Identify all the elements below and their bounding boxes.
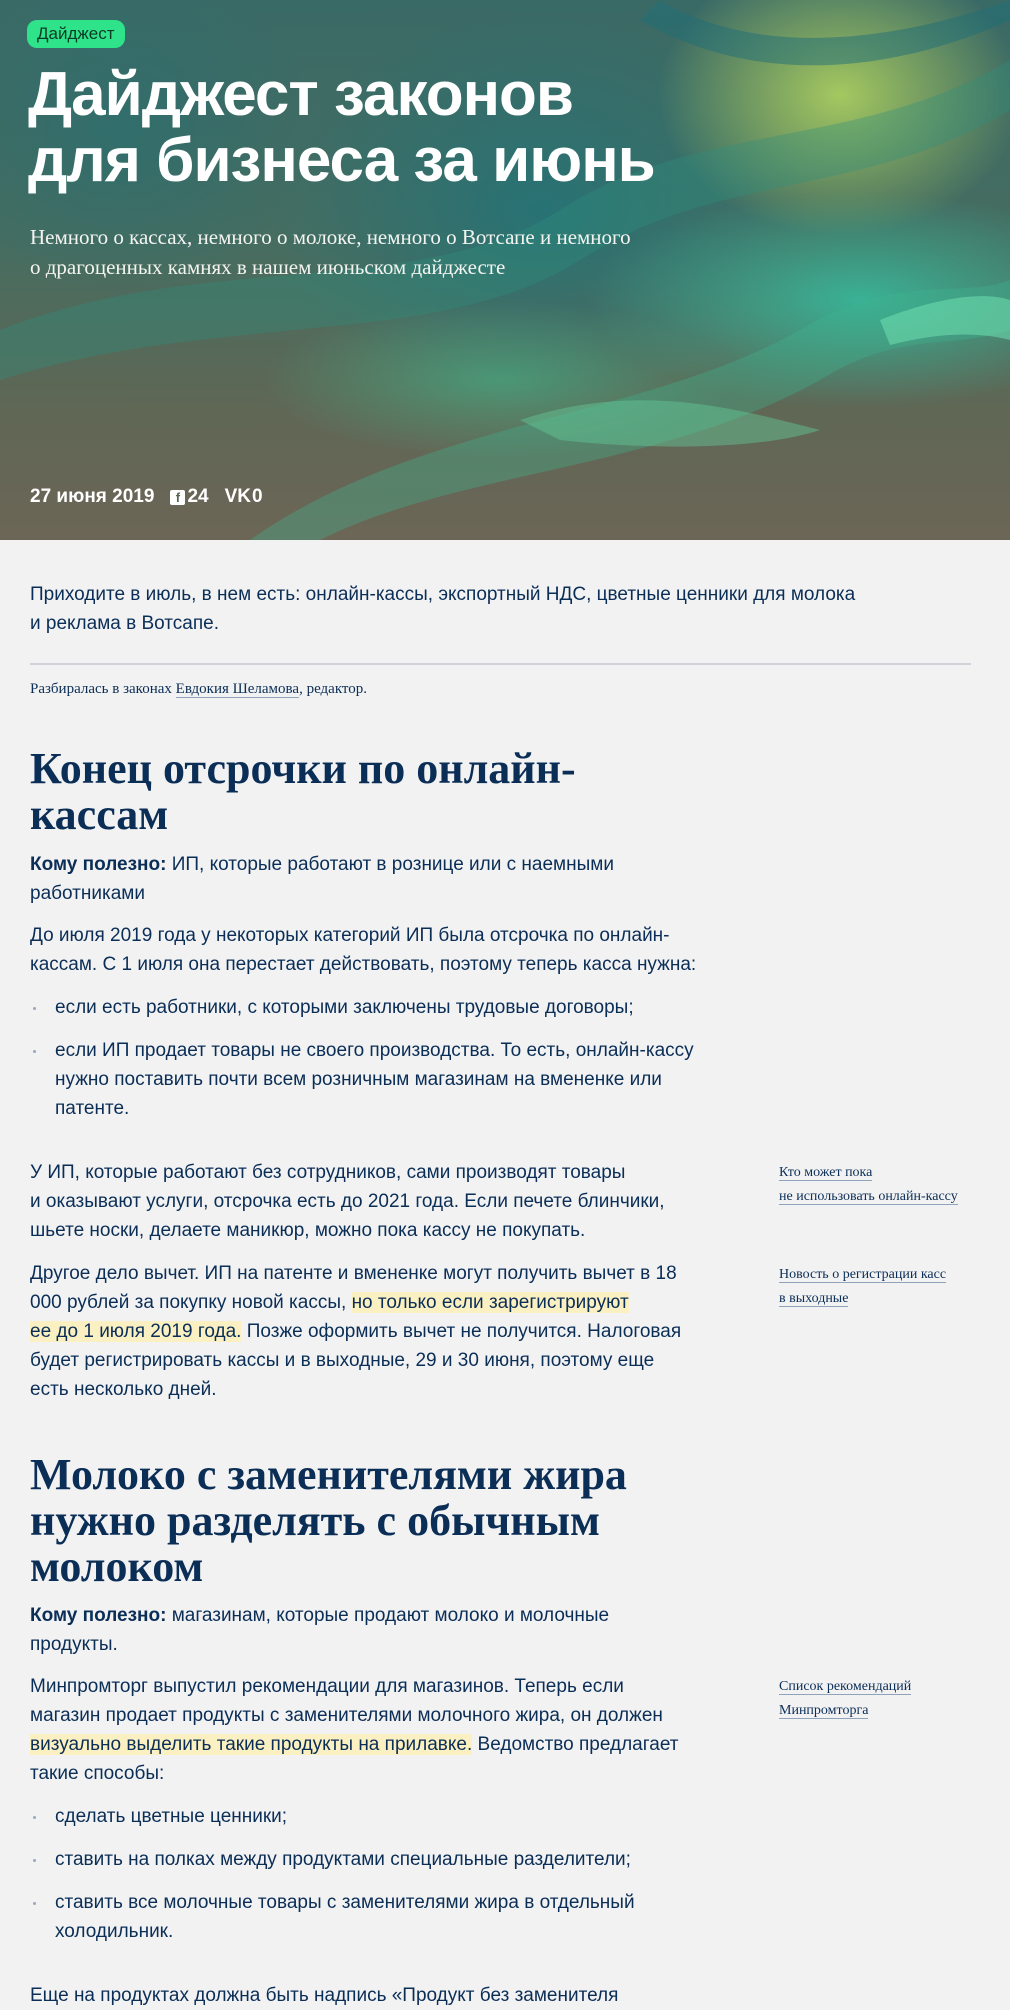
s1p1-line-2: кассам. С 1 июля она перестает действовать, поэтому теперь касса нужна: bbox=[30, 954, 697, 975]
s2-bullet-1: сделать цветные ценники; bbox=[55, 1806, 288, 1827]
s1-bullet-1: если есть работники, с которыми заключены трудовые договоры; bbox=[55, 997, 634, 1018]
s1p2-line-2: и оказывают услуги, отсрочка есть до 2021 года. Если печете блинчики, bbox=[30, 1191, 665, 1212]
list-item bbox=[30, 1036, 770, 1123]
facebook-share-count: 24 bbox=[187, 486, 209, 507]
s1p3-line-1: Другое дело вычет. ИП на патенте и вмененке могут получить вычет в 18 bbox=[30, 1263, 677, 1284]
page-title bbox=[28, 62, 808, 194]
list-item bbox=[30, 1802, 770, 1831]
credit-prefix: Разбиралась в законах bbox=[30, 681, 176, 697]
section1-paragraph-2 bbox=[30, 1158, 760, 1245]
vk-share-count: 0 bbox=[251, 486, 263, 507]
lead-line-2: о драгоценных камнях в нашем июньском дайджесте bbox=[30, 255, 506, 279]
sidebar-link-weekend-registration[interactable] bbox=[779, 1263, 999, 1311]
section2-paragraph-2 bbox=[30, 1981, 760, 2010]
title-line-1: Дайджест законов bbox=[28, 60, 573, 129]
intro-line-2: и реклама в Вотсапе. bbox=[30, 613, 219, 634]
section2-audience bbox=[30, 1601, 760, 1659]
sidebar-link-who-can-skip-cash[interactable] bbox=[779, 1161, 999, 1209]
section2-who-text-1: магазинам, которые продают молоко и молочные bbox=[166, 1605, 610, 1626]
s1p3-line-4: будет регистрировать кассы и в выходные, 29 и 30 июня, поэтому еще bbox=[30, 1350, 655, 1371]
side-link-line-1: Кто может пока bbox=[779, 1165, 873, 1180]
section-heading-online-cash bbox=[30, 746, 790, 838]
highlight: ее до 1 июля 2019 года. bbox=[30, 1321, 242, 1342]
article-meta bbox=[30, 486, 263, 508]
s2p1-line-3b: Ведомство предлагает bbox=[472, 1734, 679, 1755]
s1p3-line-3b: Позже оформить вычет не получится. Налоговая bbox=[241, 1321, 682, 1342]
category-badge[interactable]: Дайджест bbox=[27, 20, 125, 48]
highlight: визуально выделить такие продукты на прилавке. bbox=[30, 1734, 473, 1755]
side-link-line-2: в выходные bbox=[779, 1291, 849, 1306]
who-label: Кому полезно: bbox=[30, 1605, 167, 1626]
list-item bbox=[30, 1888, 770, 1946]
article-lead bbox=[30, 222, 810, 282]
section1-audience bbox=[30, 850, 760, 908]
section1-heading-line-2: кассам bbox=[30, 790, 169, 839]
sidebar-link-minpromtorg-list[interactable] bbox=[779, 1675, 999, 1723]
facebook-share-button[interactable] bbox=[170, 486, 208, 508]
s2-bullet-3-line-2: холодильник. bbox=[55, 1921, 174, 1942]
intro-line-1: Приходите в июль, в нем есть: онлайн-кассы, экспортный НДС, цветные ценники для молока bbox=[30, 584, 856, 605]
facebook-icon: f bbox=[170, 490, 185, 505]
section2-heading-line-3: молоком bbox=[30, 1542, 204, 1591]
s2-bullet-2: ставить на полках между продуктами специальные разделители; bbox=[55, 1849, 631, 1870]
author-link[interactable]: Евдокия Шеламова bbox=[175, 681, 300, 697]
s1p2-line-3: шьете носки, делаете маникюр, можно пока кассу не покупать. bbox=[30, 1220, 586, 1241]
highlight: но только если зарегистрируют bbox=[351, 1292, 629, 1313]
section2-heading-line-1: Молоко с заменителями жира bbox=[30, 1450, 627, 1499]
section1-bullet-list bbox=[30, 993, 770, 1137]
section2-who-text-2: продукты. bbox=[30, 1634, 118, 1655]
side-link-line-2: не использовать онлайн-кассу bbox=[779, 1189, 958, 1204]
title-line-2: для бизнеса за июнь bbox=[28, 126, 655, 195]
vk-share-button[interactable] bbox=[225, 486, 263, 508]
section1-heading-line-1: Конец отсрочки по онлайн- bbox=[30, 744, 576, 793]
section1-paragraph-3 bbox=[30, 1259, 760, 1404]
s1p1-line-1: До июля 2019 года у некоторых категорий ИП была отсрочка по онлайн- bbox=[30, 925, 670, 946]
s2p1-line-2: магазин продает продукты с заменителями молочного жира, он должен bbox=[30, 1705, 663, 1726]
s1-bullet-2-line-3: патенте. bbox=[55, 1098, 130, 1119]
intro-paragraph bbox=[30, 580, 970, 638]
section2-bullet-list bbox=[30, 1802, 770, 1960]
divider bbox=[30, 663, 971, 665]
lead-line-1: Немного о кассах, немного о молоке, немного о Вотсапе и немного bbox=[30, 225, 631, 249]
list-item bbox=[30, 993, 770, 1022]
s2p1-line-4: такие способы: bbox=[30, 1763, 165, 1784]
section2-paragraph-1 bbox=[30, 1672, 760, 1788]
side-link-line-1: Новость о регистрации касс bbox=[779, 1267, 947, 1282]
section1-who-text-1: ИП, которые работают в рознице или с наемными bbox=[166, 854, 614, 875]
s1-bullet-2-line-1: если ИП продает товары не своего производства. То есть, онлайн-кассу bbox=[55, 1040, 694, 1061]
section1-who-text-2: работниками bbox=[30, 883, 145, 904]
s2p1-line-1: Минпромторг выпустил рекомендации для магазинов. Теперь если bbox=[30, 1676, 624, 1697]
section1-paragraph-1 bbox=[30, 921, 760, 979]
hero-banner bbox=[0, 0, 1010, 540]
publish-date: 27 июня 2019 bbox=[30, 486, 155, 507]
author-credit bbox=[30, 678, 367, 700]
who-label: Кому полезно: bbox=[30, 854, 167, 875]
side-link-line-2: Минпромторга bbox=[779, 1703, 869, 1718]
section-heading-milk bbox=[30, 1452, 790, 1590]
s1p3-line-2a: 000 рублей за покупку новой кассы, bbox=[30, 1292, 352, 1313]
s1p3-line-5: есть несколько дней. bbox=[30, 1379, 217, 1400]
vk-icon: VK bbox=[224, 486, 251, 507]
s2-bullet-3-line-1: ставить все молочные товары с заменителями жира в отдельный bbox=[55, 1892, 635, 1913]
s1p2-line-1: У ИП, которые работают без сотрудников, сами производят товары bbox=[30, 1162, 626, 1183]
s1-bullet-2-line-2: нужно поставить почти всем розничным магазинам на вмененке или bbox=[55, 1069, 662, 1090]
credit-suffix: , редактор. bbox=[299, 681, 368, 697]
list-item bbox=[30, 1845, 770, 1874]
section2-heading-line-2: нужно разделять с обычным bbox=[30, 1496, 600, 1545]
side-link-line-1: Список рекомендаций bbox=[779, 1679, 912, 1694]
s2p2-line-1: Еще на продуктах должна быть надпись «Продукт без заменителя bbox=[30, 1985, 619, 2006]
